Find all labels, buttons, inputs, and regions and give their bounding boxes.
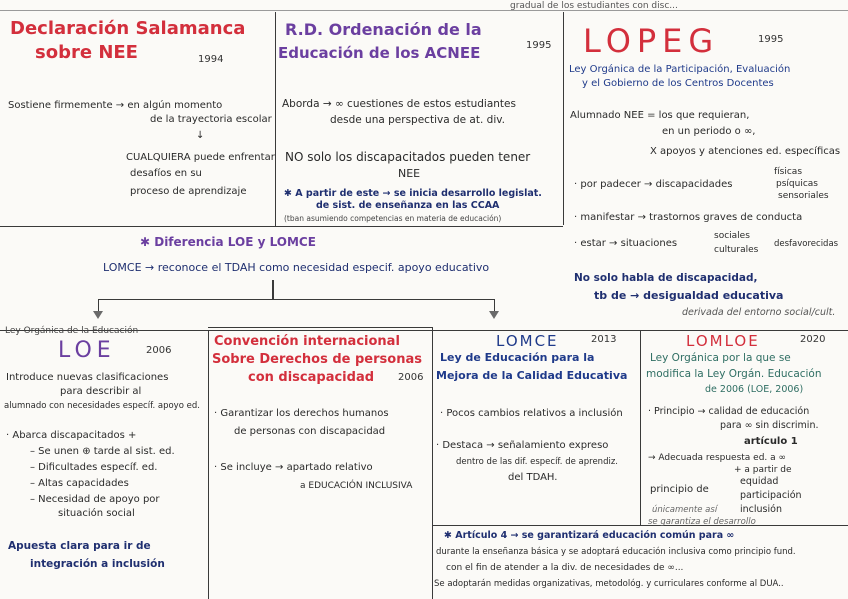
conv-box-top <box>208 327 432 328</box>
middle-title: ✱ Diferencia LOE y LOMCE <box>140 235 316 249</box>
lomce-line-4: del TDAH. <box>508 472 558 483</box>
col3-line-4: · por padecer → discapacidades <box>574 179 733 190</box>
conv-title-2: Sobre Derechos de personas <box>212 352 422 367</box>
col3-fisicas: físicas <box>774 167 803 177</box>
connector-vertical <box>272 280 274 300</box>
lomloe-line-4: → Adecuada respuesta ed. a ∞ <box>648 453 787 463</box>
col2-line-6: de sist. de enseñanza en las CCAA <box>316 200 500 211</box>
conv-title-1: Convención internacional <box>214 334 400 349</box>
conv-line-2: de personas con discapacidad <box>234 426 386 437</box>
lopeg-subtitle-1: Ley Orgánica de la Participación, Evaluación <box>569 64 791 75</box>
col1-line-5: desafíos en su <box>130 168 202 179</box>
col2-line-4: NEE <box>398 167 421 180</box>
lomloe-sub-1: Ley Orgánica por la que se <box>650 352 791 364</box>
col3-desfavorecidas: desfavorecidas <box>774 239 839 249</box>
lopeg-year: 1995 <box>758 34 784 45</box>
col3-line-2: en un periodo o ∞, <box>662 126 756 137</box>
lomce-year: 2013 <box>591 334 617 345</box>
col1-line-3: ↓ <box>196 130 205 141</box>
lomce-line-2: · Destaca → señalamiento expreso <box>436 440 609 451</box>
loe-line-9: situación social <box>58 508 135 519</box>
loe-line-8: – Necesidad de apoyo por <box>30 494 160 505</box>
col2-line-1: Aborda → ∞ cuestiones de estos estudiantes <box>282 98 516 110</box>
lomce-sub-2: Mejora de la Calidad Educativa <box>436 369 628 382</box>
loe-divider <box>208 330 209 599</box>
lomce-line-1: · Pocos cambios relativos a inclusión <box>440 408 623 419</box>
col1-line-4: CUALQUIERA puede enfrentar <box>126 152 275 163</box>
lomloe-line-9: inclusión <box>740 504 782 515</box>
lomloe-line-11: se garantiza el desarrollo <box>648 517 756 527</box>
middle-text: LOMCE → reconoce el TDAH como necesidad especif. apoyo educativo <box>103 261 490 274</box>
col2-divider <box>563 12 564 225</box>
col3-sensoriales: sensoriales <box>778 191 829 201</box>
lomloe-line-8: participación <box>740 490 802 501</box>
bottom-line-2: durante la enseñanza básica y se adoptará educación inclusiva como principio fund. <box>436 547 796 557</box>
lomloe-line-5: + a partir de <box>734 465 792 475</box>
rd-year: 1995 <box>526 40 552 51</box>
loe-pretitle: Ley Orgánica de la Educación <box>5 326 139 336</box>
lomloe-line-3: artículo 1 <box>744 436 798 447</box>
col3-line-tb: tb de → desigualdad educativa <box>594 289 784 302</box>
lomloe-line-2: para ∞ sin discrimin. <box>720 420 819 431</box>
lomloe-year: 2020 <box>800 334 826 345</box>
bottom-line-4: Se adoptarán medidas organizativas, metodológ. y curriculares conforme al DUA.. <box>434 579 784 589</box>
bottom-line-1: ✱ Artículo 4 → se garantizará educación común para ∞ <box>444 530 735 541</box>
lomloe-line-7: equidad <box>740 476 779 487</box>
lomce-divider <box>640 330 641 525</box>
lomloe-line-6: principio de <box>650 484 709 495</box>
top-fragment-text: gradual de los estudiantes con disc... <box>510 1 678 11</box>
lopeg-title: LOPEG <box>583 22 720 60</box>
bottom-box-rule <box>432 525 848 526</box>
mid-top-rule <box>0 226 563 227</box>
lomce-line-3: dentro de las dif. específ. de aprendiz. <box>456 457 618 467</box>
loe-line-5: – Se unen ⊕ tarde al sist. ed. <box>30 446 175 457</box>
loe-line-7: – Altas capacidades <box>30 478 129 489</box>
col3-line-manifestar: · manifestar → trastornos graves de conducta <box>574 212 803 223</box>
col3-line-estar: · estar → situaciones <box>574 238 678 249</box>
col3-line-no-solo: No solo habla de discapacidad, <box>574 272 758 284</box>
rd-title-line2: Educación de los ACNEE <box>278 44 481 62</box>
col3-psiquicas: psíquicas <box>776 179 818 189</box>
loe-line-4: · Abarca discapacitados + <box>6 430 137 441</box>
lomloe-sub-3: de 2006 (LOE, 2006) <box>705 384 804 395</box>
conv-line-4: a EDUCACIÓN INCLUSIVA <box>300 481 413 491</box>
col1-line-2: de la trayectoria escolar <box>150 114 272 125</box>
conv-line-3: · Se incluye → apartado relativo <box>214 462 373 473</box>
col1-divider <box>275 12 276 227</box>
col2-line-3: NO solo los discapacitados pueden tener <box>285 150 531 164</box>
col3-line-derivada: derivada del entorno social/cult. <box>682 307 836 318</box>
col2-line-5: ✱ A partir de este → se inicia desarrollo legislat. <box>284 188 542 199</box>
col2-line-2: desde una perspectiva de at. div. <box>330 114 505 126</box>
conv-line-1: · Garantizar los derechos humanos <box>214 408 389 419</box>
lomce-sub-1: Ley de Educación para la <box>440 351 595 364</box>
col3-culturales: culturales <box>714 245 759 255</box>
lomloe-line-1: · Principio → calidad de educación <box>648 406 810 417</box>
bottom-line-3: con el fin de atender a la div. de necesidades de ∞... <box>446 563 684 573</box>
lomce-title: LOMCE <box>496 332 559 350</box>
salamanca-year: 1994 <box>198 54 224 65</box>
loe-line-3: alumnado con necesidades específ. apoyo ed. <box>4 401 200 411</box>
salamanca-title-line2: sobre NEE <box>35 42 138 63</box>
col2-line-7: (tban asumiendo competencias en materia de educación) <box>284 214 502 223</box>
lomloe-sub-2: modifica la Ley Orgán. Educación <box>646 368 822 380</box>
rd-title-line1: R.D. Ordenación de la <box>285 20 482 39</box>
col3-line-3: X apoyos y atenciones ed. específicas <box>650 146 841 157</box>
loe-line-6: – Dificultades específ. ed. <box>30 462 158 473</box>
conv-title-3: con discapacidad <box>248 370 375 385</box>
lopeg-subtitle-2: y el Gobierno de los Centros Docentes <box>582 78 774 89</box>
loe-line-11: integración a inclusión <box>30 558 165 570</box>
conv-divider <box>432 327 433 599</box>
col3-line-1: Alumnado NEE = los que requieran, <box>570 110 750 121</box>
loe-line-10: Apuesta clara para ir de <box>8 540 151 552</box>
loe-year: 2006 <box>146 345 172 356</box>
lomloe-title: LOMLOE <box>686 332 760 350</box>
top-rule <box>0 10 848 11</box>
col1-line-6: proceso de aprendizaje <box>130 186 247 197</box>
salamanca-title-line1: Declaración Salamanca <box>10 18 246 39</box>
connector-horizontal <box>98 299 494 300</box>
arrow-left-icon <box>93 311 103 319</box>
loe-line-1: Introduce nuevas clasificaciones <box>6 372 169 383</box>
arrow-right-icon <box>489 311 499 319</box>
col3-sociales: sociales <box>714 231 750 241</box>
loe-title: LOE <box>58 338 116 363</box>
conv-year: 2006 <box>398 372 424 383</box>
lomloe-line-10: únicamente así <box>652 505 718 515</box>
loe-line-2: para describir al <box>60 386 142 397</box>
col1-line-1: Sostiene firmemente → en algún momento <box>8 100 223 111</box>
